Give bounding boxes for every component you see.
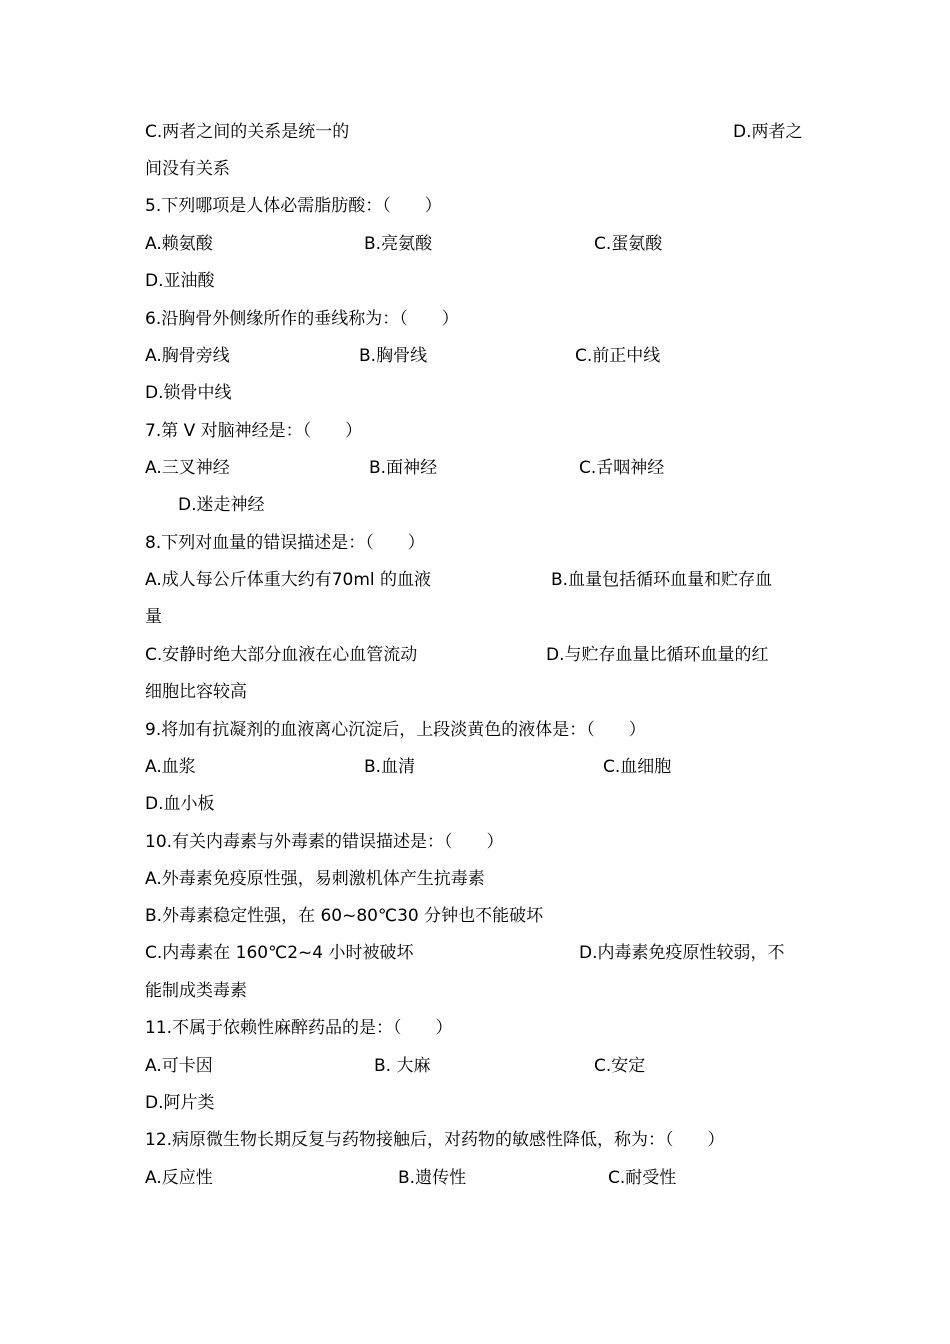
option-d-q8: D.与贮存血量比循环血量的红 (546, 645, 769, 665)
option-a-q8: A.成人每公斤体重大约有70ml 的血液 (145, 570, 432, 590)
option-d-q5: D.亚油酸 (145, 271, 215, 291)
option-b-q7: B.面神经 (369, 458, 438, 478)
option-d-q6: D.锁骨中线 (145, 383, 232, 403)
question-10: 10.有关内毒素与外毒素的错误描述是：（ ） (145, 832, 504, 852)
question-8: 8.下列对血量的错误描述是：（ ） (145, 533, 425, 553)
question-5: 5.下列哪项是人体必需脂肪酸：（ ） (145, 196, 442, 216)
option-b-q8-cont: 量 (145, 607, 162, 627)
option-c-q5: C.蛋氨酸 (594, 234, 663, 254)
question-7: 7.第 V 对脑神经是：（ ） (145, 421, 363, 441)
option-c-q11: C.安定 (594, 1056, 646, 1076)
option-a-q6: A.胸骨旁线 (145, 346, 230, 366)
option-d-q4-cont: 间没有关系 (145, 159, 230, 179)
option-c-q12: C.耐受性 (608, 1168, 677, 1188)
option-c-q7: C.舌咽神经 (579, 458, 665, 478)
option-b-q5: B.亮氨酸 (364, 234, 433, 254)
option-b-q9: B.血清 (364, 757, 416, 777)
question-12: 12.病原微生物长期反复与药物接触后，对药物的敏感性降低，称为：（ ） (145, 1130, 725, 1150)
option-a-q5: A.赖氨酸 (145, 234, 213, 254)
option-c-q8: C.安静时绝大部分血液在心血管流动 (145, 645, 418, 665)
option-b-q8: B.血量包括循环血量和贮存血 (551, 570, 773, 590)
option-b-q6: B.胸骨线 (359, 346, 428, 366)
option-b-q12: B.遗传性 (398, 1168, 467, 1188)
option-a-q11: A.可卡因 (145, 1056, 213, 1076)
option-a-q10: A.外毒素免疫原性强，易刺激机体产生抗毒素 (145, 869, 485, 889)
question-9: 9.将加有抗凝剂的血液离心沉淀后，上段淡黄色的液体是：（ ） (145, 720, 646, 740)
option-a-q9: A.血浆 (145, 757, 196, 777)
option-c-q10: C.内毒素在 160℃2~4 小时被破坏 (145, 943, 414, 963)
option-b-q11: B. 大麻 (374, 1056, 431, 1076)
option-d-q8-cont: 细胞比容较高 (145, 682, 247, 702)
option-d-q11: D.阿片类 (145, 1093, 215, 1113)
question-11: 11.不属于依赖性麻醉药品的是：（ ） (145, 1018, 453, 1038)
option-d-q9: D.血小板 (145, 794, 215, 814)
option-c-q4: C.两者之间的关系是统一的 (145, 122, 350, 142)
option-b-q10: B.外毒素稳定性强，在 60~80℃30 分钟也不能破坏 (145, 906, 544, 926)
question-6: 6.沿胸骨外侧缘所作的垂线称为：（ ） (145, 309, 459, 329)
option-c-q9: C.血细胞 (603, 757, 672, 777)
option-d-q10: D.内毒素免疫原性较弱，不 (579, 943, 785, 963)
option-d-q4: D.两者之 (733, 122, 803, 142)
option-d-q7: D.迷走神经 (178, 495, 265, 515)
option-a-q7: A.三叉神经 (145, 458, 230, 478)
option-c-q6: C.前正中线 (575, 346, 661, 366)
option-d-q10-cont: 能制成类毒素 (145, 981, 247, 1001)
option-a-q12: A.反应性 (145, 1168, 213, 1188)
